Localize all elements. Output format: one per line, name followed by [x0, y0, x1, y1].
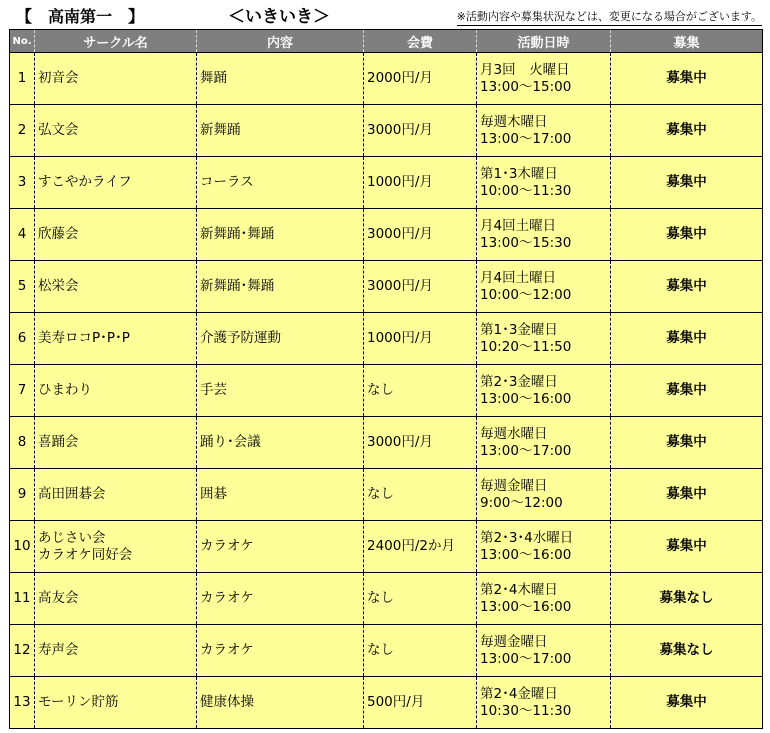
cell-no: 13: [10, 677, 35, 729]
schedule-time: 13:00～15:30: [480, 234, 572, 251]
schedule-time: 13:00～15:00: [480, 78, 572, 95]
schedule-time: 10:00～12:00: [480, 286, 572, 303]
table-row: [10, 53, 763, 105]
cell-fee: 3000円/月: [364, 209, 477, 261]
schedule-time: 13:00～17:00: [480, 130, 572, 147]
circle-name-text: モーリン貯筋: [38, 694, 119, 710]
table-row: [10, 573, 763, 625]
circle-name-text: 初音会: [38, 70, 79, 86]
cell-recruit-status: 募集中: [611, 105, 763, 157]
cell-circle-name: [35, 157, 197, 209]
cell-no: 10: [10, 521, 35, 573]
schedule-day: 月4回土曜日: [480, 217, 557, 234]
schedule-day: 第1･3金曜日: [480, 321, 558, 338]
cell-recruit-status: 募集中: [611, 677, 763, 729]
circle-table: [9, 29, 763, 729]
cell-fee: 2400円/2か月: [364, 521, 477, 573]
cell-circle-name: [35, 625, 197, 677]
table-row: [10, 313, 763, 365]
cell-no: 11: [10, 573, 35, 625]
cell-recruit-status: 募集中: [611, 521, 763, 573]
cell-content: 手芸: [197, 365, 364, 417]
cell-no: 8: [10, 417, 35, 469]
circle-name-text: 高田囲碁会: [38, 486, 106, 502]
cell-fee: なし: [364, 365, 477, 417]
table-row: [10, 625, 763, 677]
change-notice: ※活動内容や募集状況などは、変更になる場合がございます。: [457, 8, 762, 26]
circle-name-text: 美寿ロコP･P･P: [38, 330, 130, 346]
cell-recruit-status: 募集なし: [611, 573, 763, 625]
cell-content: カラオケ: [197, 521, 364, 573]
cell-no: 4: [10, 209, 35, 261]
circle-name-text: 弘文会: [38, 122, 79, 138]
schedule-day: 月3回 火曜日: [480, 61, 570, 78]
circle-name-text: 松栄会: [38, 278, 79, 294]
cell-no: 2: [10, 105, 35, 157]
cell-schedule: [477, 521, 611, 573]
cell-fee: 2000円/月: [364, 53, 477, 105]
cell-no: 12: [10, 625, 35, 677]
table-row: [10, 261, 763, 313]
cell-content: 健康体操: [197, 677, 364, 729]
page-subtitle: ＜いきいき＞: [228, 7, 330, 27]
cell-schedule: [477, 157, 611, 209]
schedule-day: 毎週水曜日: [480, 425, 548, 442]
schedule-time: 13:00～16:00: [480, 546, 572, 563]
schedule-day: 第2･3金曜日: [480, 373, 558, 390]
cell-content: 新舞踊: [197, 105, 364, 157]
schedule-day: 第2･3･4水曜日: [480, 529, 574, 546]
cell-circle-name: [35, 365, 197, 417]
cell-no: 6: [10, 313, 35, 365]
circle-name-text: 寿声会: [38, 642, 79, 658]
cell-circle-name: [35, 53, 197, 105]
cell-recruit-status: 募集中: [611, 53, 763, 105]
cell-fee: 1000円/月: [364, 157, 477, 209]
cell-content: 介護予防運動: [197, 313, 364, 365]
cell-content: カラオケ: [197, 625, 364, 677]
cell-circle-name: [35, 209, 197, 261]
cell-recruit-status: 募集中: [611, 313, 763, 365]
table-header-row: [10, 30, 763, 53]
schedule-time: 10:00～11:30: [480, 182, 572, 199]
cell-circle-name: [35, 677, 197, 729]
cell-no: 1: [10, 53, 35, 105]
circle-name-text: あじさい会 カラオケ同好会: [38, 529, 133, 563]
circle-name-text: 喜踊会: [38, 434, 79, 450]
cell-schedule: [477, 105, 611, 157]
schedule-time: 13:00～16:00: [480, 598, 572, 615]
cell-schedule: [477, 313, 611, 365]
cell-content: 新舞踊･舞踊: [197, 209, 364, 261]
page-header: [0, 0, 770, 30]
page-title: 【 高南第一 】: [16, 7, 145, 26]
circle-name-text: 高友会: [38, 590, 79, 606]
cell-schedule: [477, 417, 611, 469]
schedule-day: 第2･4金曜日: [480, 685, 558, 702]
schedule-day: 毎週金曜日: [480, 477, 548, 494]
cell-schedule: [477, 261, 611, 313]
cell-content: 舞踊: [197, 53, 364, 105]
table-row: [10, 469, 763, 521]
table-row: [10, 157, 763, 209]
column-header-recruit: 募集: [611, 30, 763, 53]
table-row: [10, 417, 763, 469]
cell-fee: 3000円/月: [364, 417, 477, 469]
cell-content: コーラス: [197, 157, 364, 209]
cell-content: 囲碁: [197, 469, 364, 521]
cell-circle-name: [35, 521, 197, 573]
cell-content: 新舞踊･舞踊: [197, 261, 364, 313]
cell-recruit-status: 募集中: [611, 469, 763, 521]
schedule-time: 13:00～17:00: [480, 442, 572, 459]
cell-fee: 3000円/月: [364, 261, 477, 313]
schedule-time: 10:20～11:50: [480, 338, 572, 355]
cell-content: カラオケ: [197, 573, 364, 625]
cell-schedule: [477, 625, 611, 677]
cell-no: 7: [10, 365, 35, 417]
cell-recruit-status: 募集なし: [611, 625, 763, 677]
table-row: [10, 677, 763, 729]
cell-fee: 500円/月: [364, 677, 477, 729]
table-row: [10, 105, 763, 157]
cell-circle-name: [35, 105, 197, 157]
table-row: [10, 521, 763, 573]
table-row: [10, 365, 763, 417]
schedule-time: 13:00～17:00: [480, 650, 572, 667]
cell-schedule: [477, 469, 611, 521]
cell-recruit-status: 募集中: [611, 417, 763, 469]
schedule-day: 毎週木曜日: [480, 113, 548, 130]
schedule-day: 第2･4木曜日: [480, 581, 558, 598]
cell-no: 3: [10, 157, 35, 209]
cell-circle-name: [35, 313, 197, 365]
column-header-fee: 会費: [364, 30, 477, 53]
cell-recruit-status: 募集中: [611, 365, 763, 417]
cell-schedule: [477, 53, 611, 105]
cell-recruit-status: 募集中: [611, 157, 763, 209]
column-header-name: サークル名: [35, 30, 197, 53]
cell-fee: なし: [364, 625, 477, 677]
schedule-time: 13:00～16:00: [480, 390, 572, 407]
cell-fee: なし: [364, 469, 477, 521]
cell-fee: 1000円/月: [364, 313, 477, 365]
circle-name-text: すこやかライフ: [38, 174, 132, 190]
schedule-day: 第1･3木曜日: [480, 165, 558, 182]
cell-recruit-status: 募集中: [611, 261, 763, 313]
schedule-day: 月4回土曜日: [480, 269, 557, 286]
cell-fee: 3000円/月: [364, 105, 477, 157]
cell-circle-name: [35, 417, 197, 469]
circle-name-text: ひまわり: [38, 382, 92, 398]
cell-schedule: [477, 365, 611, 417]
cell-no: 9: [10, 469, 35, 521]
cell-schedule: [477, 573, 611, 625]
cell-schedule: [477, 677, 611, 729]
cell-circle-name: [35, 261, 197, 313]
table-row: [10, 209, 763, 261]
cell-schedule: [477, 209, 611, 261]
cell-no: 5: [10, 261, 35, 313]
schedule-time: 10:30～11:30: [480, 702, 572, 719]
cell-fee: なし: [364, 573, 477, 625]
cell-recruit-status: 募集中: [611, 209, 763, 261]
cell-circle-name: [35, 469, 197, 521]
cell-content: 踊り･会議: [197, 417, 364, 469]
column-header-schedule: 活動日時: [477, 30, 611, 53]
schedule-day: 毎週金曜日: [480, 633, 548, 650]
schedule-time: 9:00～12:00: [480, 494, 563, 511]
column-header-no: No.: [10, 30, 35, 53]
circle-name-text: 欣藤会: [38, 226, 79, 242]
column-header-content: 内容: [197, 30, 364, 53]
cell-circle-name: [35, 573, 197, 625]
